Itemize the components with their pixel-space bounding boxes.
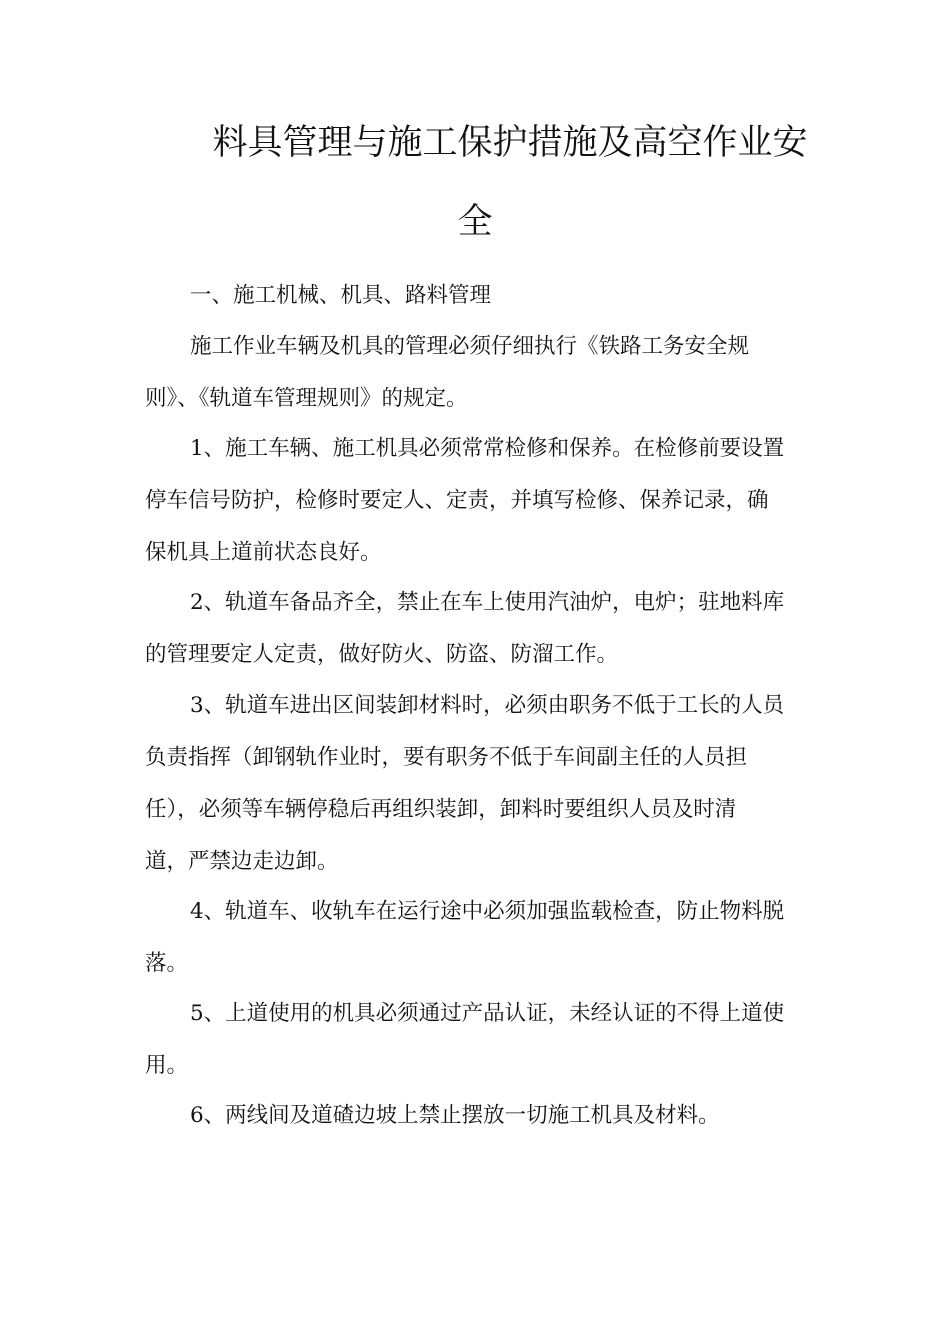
paragraph-line: 5、上道使用的机具必须通过产品认证，未经认证的不得上道使 — [190, 1001, 785, 1026]
paragraph-line: 则》、《轨道车管理规则》的规定。 — [145, 386, 468, 411]
section-heading — [145, 270, 810, 322]
paragraph-line: 任），必须等车辆停稳后再组织装卸，卸料时要组织人员及时清 — [145, 797, 737, 822]
paragraph-item-1 — [145, 423, 810, 579]
paragraph-line: 4、轨道车、收轨车在运行途中必须加强监载检查，防止物料脱 — [190, 899, 785, 924]
paragraph-line: 2、轨道车备品齐全，禁止在车上使用汽油炉，电炉；驻地料库 — [190, 590, 785, 615]
paragraph-line: 负责指挥（卸钢轨作业时，要有职务不低于车间副主任的人员担 — [145, 745, 748, 770]
paragraph-line: 1、施工车辆、施工机具必须常常检修和保养。在检修前要设置 — [190, 436, 785, 461]
paragraph-line: 一、施工机械、机具、路料管理 — [190, 283, 492, 308]
paragraph-line: 用。 — [145, 1053, 189, 1078]
paragraph-line: 的管理要定人定责，做好防火、防盗、防溜工作。 — [145, 642, 619, 667]
paragraph-item-3 — [145, 680, 810, 888]
document-title-line-1: 料具管理与施工保护措施及高空作业安 — [212, 123, 808, 163]
paragraph-item-5 — [145, 988, 810, 1092]
paragraph-item-2 — [145, 577, 810, 681]
paragraph-intro — [145, 321, 810, 425]
paragraph-line: 道，严禁边走边卸。 — [145, 849, 339, 874]
paragraph-line: 6、两线间及道碴边坡上禁止摆放一切施工机具及材料。 — [190, 1103, 720, 1128]
paragraph-line: 停车信号防护，检修时要定人、定责，并填写检修、保养记录，确 — [145, 488, 769, 513]
document-title-line-2: 全 — [457, 202, 493, 242]
paragraph-line: 落。 — [145, 951, 189, 976]
paragraph-item-6 — [145, 1090, 810, 1142]
paragraph-item-4 — [145, 886, 810, 990]
paragraph-line: 施工作业车辆及机具的管理必须仔细执行《铁路工务安全规 — [190, 334, 750, 359]
paragraph-line: 保机具上道前状态良好。 — [145, 540, 382, 565]
paragraph-line: 3、轨道车进出区间装卸材料时，必须由职务不低于工长的人员 — [190, 693, 785, 718]
